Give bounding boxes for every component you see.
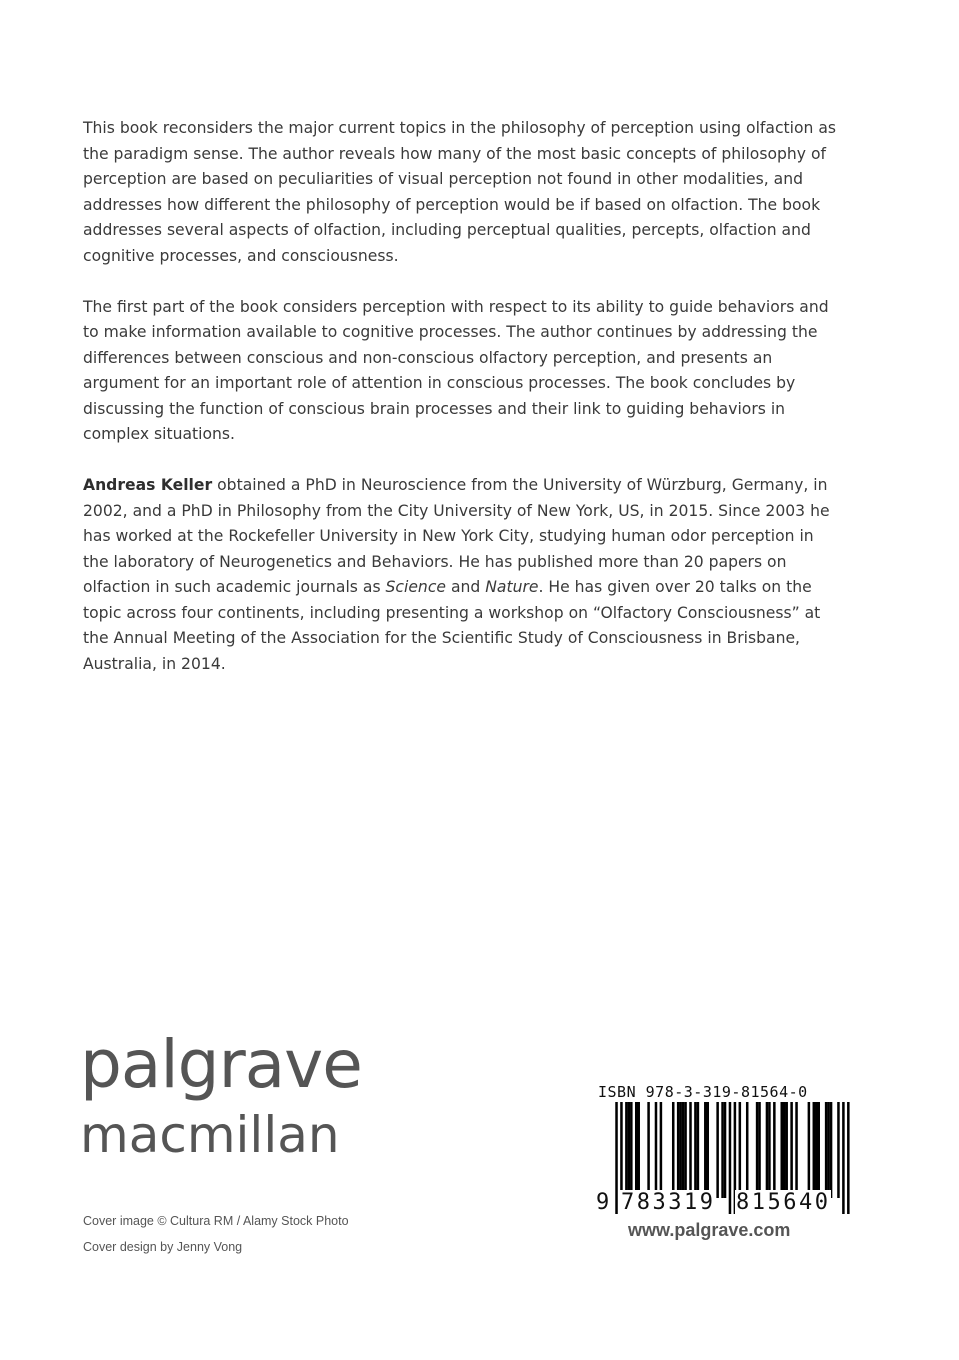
cover-image-credit: Cover image © Cultura RM / Alamy Stock Photo bbox=[83, 1214, 349, 1228]
barcode-bar bbox=[682, 1102, 685, 1198]
barcode-bar bbox=[815, 1102, 818, 1198]
barcode-bar bbox=[684, 1102, 687, 1198]
publisher-website: www.palgrave.com bbox=[628, 1220, 791, 1240]
barcode-bar bbox=[655, 1102, 658, 1198]
journal-nature: Nature bbox=[485, 578, 539, 596]
barcode-bar bbox=[628, 1102, 631, 1198]
bio-text-1: obtained a PhD in Neuroscience from the University of Würzburg, Germany, in 2002, and a PhD in Philosophy from the City University of New York, US, in 2015. Since 2003 he has worked at the Rockefeller University in New York City, studying human odor perception in the laboratory of Neurogenetics and Behaviors. He has published more than 20 papers on olfaction in such academic journals as bbox=[83, 476, 830, 596]
author-name: Andreas Keller bbox=[83, 476, 213, 494]
blurb-paragraph-2: The first part of the book considers perception with respect to its ability to guide behaviors and to make information available to cognitive processes. The author continues by addressing the differences between conscious and non-conscious olfactory perception, and presents an argument for an important role of attention in conscious processes. The book concludes by discussing the function of conscious brain processes and their link to guiding behaviors in complex situations. bbox=[83, 297, 829, 443]
barcode-bar bbox=[837, 1102, 840, 1198]
bio-text-2: . He has given over 20 talks on the topic across four continents, including presenting a workshop on “Olfactory Consciousness” at the Annual Meeting of the Association for the Scientific Study of Consciousness in Brisbane, Australia, in 2014. bbox=[83, 578, 821, 673]
barcode-bar bbox=[783, 1102, 786, 1198]
barcode-bar bbox=[697, 1102, 700, 1198]
barcode-bar bbox=[677, 1102, 680, 1198]
blurb-paragraph-1: This book reconsiders the major current topics in the philosophy of perception using olfaction as the paradigm sense. The author reveals how many of the most basic concepts of philosophy of perception are based on peculiarities of visual perception not found in other modalities, and addresses how different the philosophy of perception would be if based on olfaction. The book addresses several aspects of olfaction, including perceptual qualities, percepts, olfaction and cognitive processes, and consciousness. bbox=[83, 119, 837, 265]
bio-and: and bbox=[445, 578, 486, 596]
ean-right-digits: 815640 bbox=[736, 1190, 831, 1215]
barcode-bar bbox=[808, 1102, 811, 1198]
barcode-bar bbox=[672, 1102, 675, 1198]
barcode-bar bbox=[813, 1102, 816, 1198]
journal-science: Science bbox=[385, 578, 446, 596]
barcode-bar bbox=[790, 1102, 793, 1198]
barcode-bar bbox=[724, 1102, 727, 1198]
barcode-bar bbox=[780, 1102, 783, 1198]
barcode-bar bbox=[739, 1102, 742, 1198]
barcode-bar bbox=[827, 1102, 830, 1198]
barcode-bar bbox=[707, 1102, 710, 1198]
author-bio bbox=[83, 473, 843, 677]
barcode-bar bbox=[625, 1102, 628, 1198]
barcode-bar bbox=[704, 1102, 707, 1198]
barcode-bar bbox=[773, 1102, 776, 1198]
barcode-bar bbox=[660, 1102, 663, 1198]
barcode-bar bbox=[766, 1102, 769, 1198]
logo-line-palgrave: palgrave bbox=[80, 1026, 362, 1103]
barcode-bar bbox=[756, 1102, 759, 1198]
barcode-bar bbox=[694, 1102, 697, 1198]
isbn-label: ISBN 978-3-319-81564-0 bbox=[598, 1083, 808, 1101]
barcode-bar bbox=[768, 1102, 771, 1198]
cover-design-credit: Cover design by Jenny Vong bbox=[83, 1240, 243, 1254]
barcode-bar bbox=[689, 1102, 692, 1198]
back-cover-blurb bbox=[83, 116, 843, 703]
barcode-bar bbox=[825, 1102, 828, 1198]
barcode-bar bbox=[615, 1102, 618, 1214]
barcode-bar bbox=[830, 1102, 833, 1198]
barcode-bar bbox=[637, 1102, 640, 1198]
barcode-bar bbox=[746, 1102, 749, 1198]
barcode-bar bbox=[842, 1102, 845, 1214]
barcode-bar bbox=[721, 1102, 724, 1198]
barcode-bar bbox=[647, 1102, 650, 1198]
barcode-bar bbox=[817, 1102, 820, 1198]
cover-credits bbox=[83, 1208, 349, 1260]
barcode-bar bbox=[679, 1102, 682, 1198]
barcode-bar bbox=[729, 1102, 732, 1214]
barcode-bar bbox=[847, 1102, 850, 1214]
barcode-bar bbox=[716, 1102, 719, 1198]
barcode-bar bbox=[758, 1102, 761, 1198]
barcode-bar bbox=[635, 1102, 638, 1198]
barcode-bar bbox=[630, 1102, 633, 1198]
ean-left-digits: 783319 bbox=[621, 1190, 716, 1215]
barcode-bar bbox=[795, 1102, 798, 1198]
logo-line-macmillan: macmillan bbox=[80, 1106, 340, 1164]
barcode-bar bbox=[785, 1102, 788, 1198]
ean-first-digit: 9 bbox=[596, 1190, 610, 1215]
publisher-logo bbox=[80, 1026, 362, 1164]
